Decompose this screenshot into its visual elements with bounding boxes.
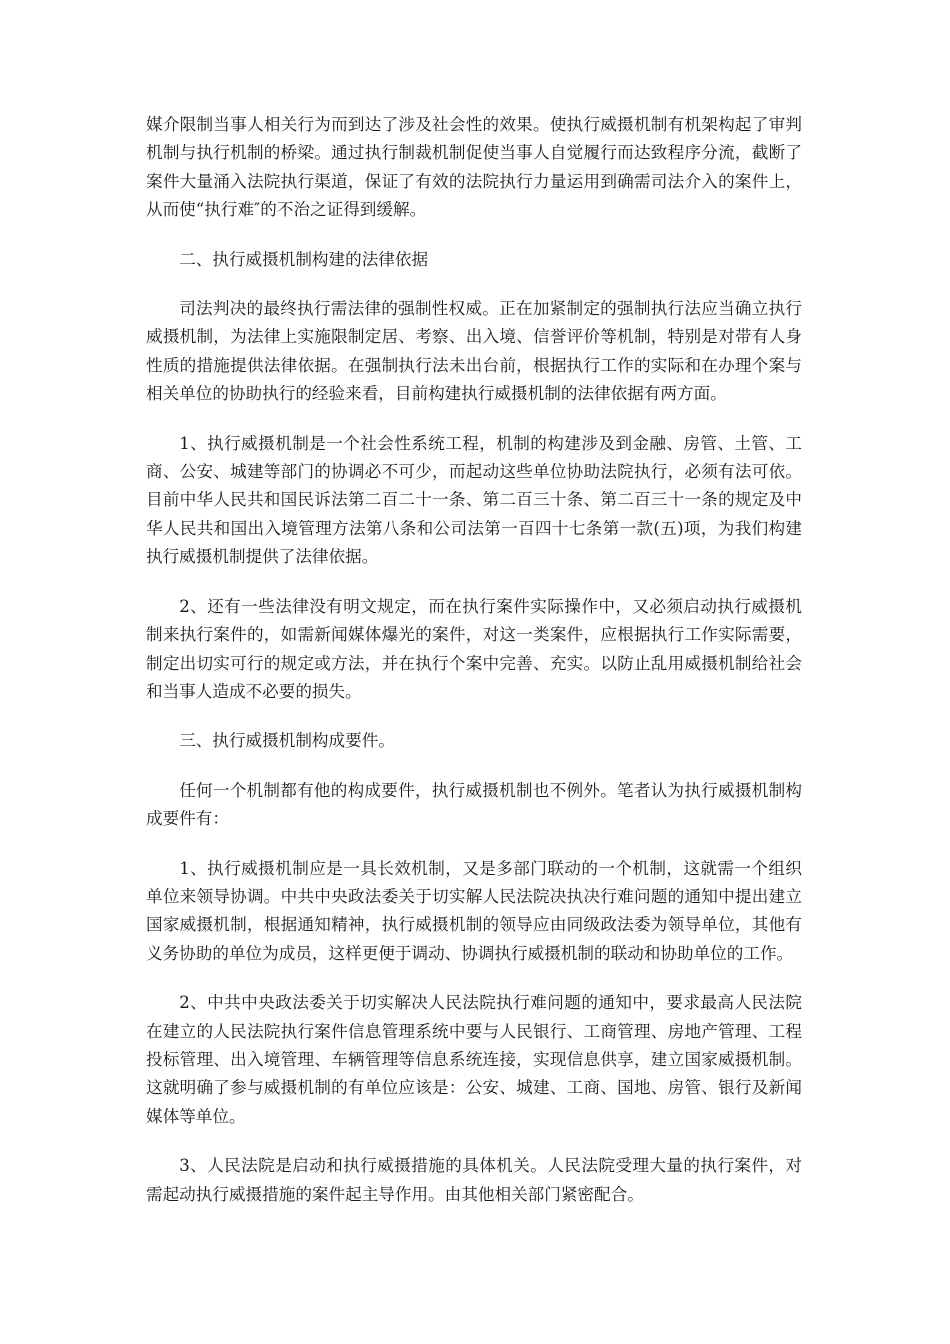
paragraph: 1、执行威摄机制是一个社会性系统工程，机制的构建涉及到金融、房管、土管、工商、公安、城建等部门的协调必不可少，而起动这些单位协助法院执行，必须有法可依。目前中华人民共和国民诉法第二百二十一条、第二百三十条、第二百三十一条的规定及中华人民共和国出入境管理方法第八条和公司法第一百四十七条第一款(五)项，为我们构建执行威摄机制提供了法律依据。 (146, 433, 802, 567)
paragraph: 任何一个机制都有他的构成要件，执行威摄机制也不例外。笔者认为执行威摄机制构成要件有： (146, 780, 802, 829)
section-heading-3: 三、执行威摄机制构成要件。 (179, 731, 395, 751)
document-body (146, 111, 802, 1230)
section-heading-2: 二、执行威摄机制构建的法律依据 (179, 249, 429, 269)
paragraph: 2、中共中央政法委关于切实解决人民法院执行难问题的通知中，要求最高人民法院在建立的人民法院执行案件信息管理系统中要与人民银行、工商管理、房地产管理、工程投标管理、出入境管理、车辆管理等信息系统连接，实现信息供享，建立国家威摄机制。这就明确了参与威摄机制的有单位应该是：公安、城建、工商、国地、房管、银行及新闻媒体等单位。 (146, 993, 802, 1126)
paragraph: 2、还有一些法律没有明文规定，而在执行案件实际操作中，又必须启动执行威摄机制来执行案件的，如需新闻媒体爆光的案件，对这一类案件，应根据执行工作实际需要，制定出切实可行的规定或方法，并在执行个案中完善、充实。以防止乱用威摄机制给社会和当事人造成不必要的损失。 (146, 596, 802, 701)
paragraph: 3、人民法院是启动和执行威摄措施的具体机关。人民法院受理大量的执行案件，对需起动执行威摄措施的案件起主导作用。由其他相关部门紧密配合。 (146, 1156, 802, 1204)
paragraph: 司法判决的最终执行需法律的强制性权威。正在加紧制定的强制执行法应当确立执行威摄机制，为法律上实施限制定居、考察、出入境、信誉评价等机制，特别是对带有人身性质的措施提供法律依据。在强制执行法未出台前，根据执行工作的实际和在办理个案与相关单位的协助执行的经验来看，目前构建执行威摄机制的法律依据有两方面。 (146, 299, 802, 404)
paragraph-continuation: 媒介限制当事人相关行为而到达了涉及社会性的效果。使执行威摄机制有机架构起了审判机制与执行机制的桥梁。通过执行制裁机制促使当事人自觉履行而达致程序分流，截断了案件大量涌入法院执行渠道，保证了有效的法院执行力量运用到确需司法介入的案件上，从而使“执行难″的不治之证得到缓解。 (146, 115, 802, 220)
paragraph: 1、执行威摄机制应是一具长效机制，又是多部门联动的一个机制，这就需一个组织单位来领导协调。中共中央政法委关于切实解人民法院决执决行难问题的通知中提出建立国家威摄机制，根据通知精神，执行威摄机制的领导应由同级政法委为领导单位，其他有义务协助的单位为成员，这样更便于调动、协调执行威摄机制的联动和协助单位的工作。 (146, 858, 802, 963)
